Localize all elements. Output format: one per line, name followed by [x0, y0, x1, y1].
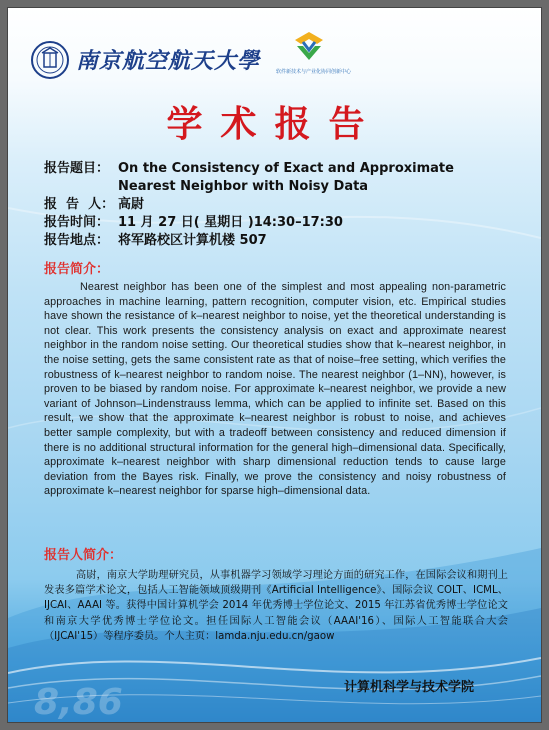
topic-row	[44, 160, 524, 196]
place-row	[44, 232, 524, 250]
topic-line-2: Nearest Neighbor with Noisy Data	[118, 179, 369, 194]
topic-label: 报告题目：	[44, 161, 110, 176]
department-name: 计算机科学与技术学院	[344, 680, 475, 695]
university-name: 南京航空航天大學	[76, 48, 261, 74]
time-label: 报告时间：	[44, 215, 110, 230]
place-value: 将军路校区计算机楼 507	[118, 233, 267, 248]
footer-watermark: 8,86	[34, 682, 123, 722]
speaker-row	[44, 196, 524, 214]
page-title: 学术报告	[166, 103, 383, 145]
time-value: 11 月 27 日( 星期日 )14:30–17:30	[118, 215, 343, 230]
bio-text: 高尉，南京大学助理研究员，从事机器学习领域学习理论方面的研究工作，在国际会议和期刊上发表多篇学术论文，包括人工智能领域顶级期刊《Artificial Intelligence》、国际会议 COLT、ICML、IJCAI、AAAI 等。获得中国计算机学会 2014 年优秀博士学位论文、2015 年江苏省优秀博士学位论文和南京大学优秀博士学位论文。担任国际人工智能会议（AAAI'16）、国际人工智能联合大会（IJCAI'15）等程序委员。个人主页：lamda.nju.edu.cn/gaow	[44, 570, 508, 642]
abstract-text: Nearest neighbor has been one of the simplest and most appealing non-parametric approaches in machine learning, pattern recognition, computer vision, etc. Empirical studies have shown the resistance of k–nearest neighbor to noise, yet the theoretical understanding is not clear. This work presents the consistency analysis on exact and approximate nearest neighbor in the random noise setting. Our theoretical studies show that k–nearest neighbor, in the noise setting, gets the same consistent rate as that of noise–free setting, which verifies the robustness of k–nearest neighbor to random noise. The nearest neighbor (1–NN), however, is proven to be biased by random noise. For approximate k–nearest neighbor, we provide a new variant of Johnson–Lindenstrauss lemma, which can be applied to infinite set. Based on this result, we show that the approximate k–nearest neighbor is robust to noise, and achieves better sample complexity, but with a tradeoff between consistency and reduced dimension if there is no additional structural information for the general high–dimensional data. Specifically, approximate k–nearest neighbor with sharp dimensional reduction tends to cause large deviation from the Bayes risk. Finally, we prove the consistency and noisy robustness of approximate k–nearest neighbor for sparse high–dimensional data.	[44, 281, 506, 498]
university-logo-icon	[30, 40, 70, 80]
center-name: 软件新技术与产业化协同创新中心	[276, 69, 352, 75]
topic-value	[118, 160, 524, 196]
talk-info	[44, 160, 524, 250]
time-row	[44, 214, 524, 232]
center-logo-icon	[291, 30, 327, 66]
topic-line-1: On the Consistency of Exact and Approximate	[118, 161, 454, 176]
speaker-label: 报 告 人：	[44, 197, 115, 212]
abstract-heading: 报告简介：	[44, 262, 110, 277]
bio-heading: 报告人简介：	[44, 548, 123, 563]
speaker-value: 高尉	[118, 197, 145, 212]
poster	[8, 8, 541, 722]
place-label: 报告地点：	[44, 233, 110, 248]
